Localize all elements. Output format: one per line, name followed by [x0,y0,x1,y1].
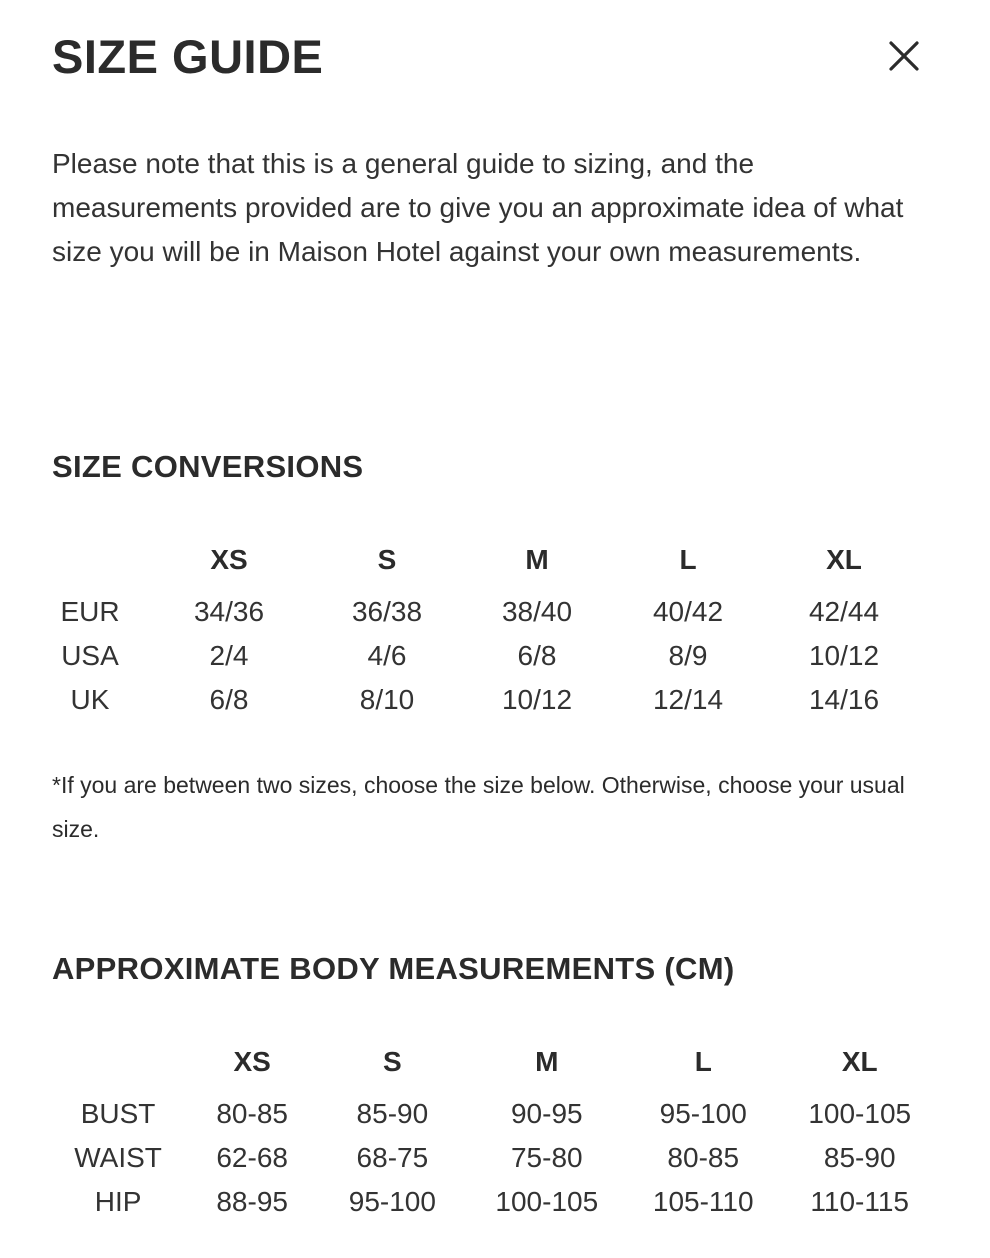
column-header-l: L [694,1046,712,1077]
table-cell: 10/12 [808,640,880,671]
size-footnote: *If you are between two sizes, choose the size below. Otherwise, choose your usual size. [52,772,905,842]
table-row [40,590,930,634]
table-row [50,1092,940,1136]
column-header-xl: XL [826,544,862,575]
table-header-row [40,530,930,590]
table-cell: 40/42 [652,596,724,627]
table-row [50,1136,940,1180]
row-label-header [40,530,140,590]
column-header-l: L [679,544,697,575]
column-header-xl: XL [841,1046,878,1077]
table-cell: 105-110 [652,1186,754,1217]
table-cell: 38/40 [501,596,573,627]
size-conversions-table [40,530,930,722]
row-label: USA [61,640,119,671]
table-header-row [50,1032,940,1092]
table-cell: 36/38 [351,596,423,627]
column-header-s: S [377,544,397,575]
table-cell: 110-115 [810,1186,910,1217]
row-label: UK [70,684,110,715]
table-cell: 80-85 [216,1098,288,1129]
table-cell: 42/44 [808,596,880,627]
body-measurements-table [50,1032,940,1224]
table-cell: 12/14 [652,684,724,715]
table-cell: 95-100 [348,1186,436,1217]
table-cell: 2/4 [209,640,249,671]
column-header-m: M [525,544,549,575]
table-cell: 6/8 [209,684,249,715]
table-cell: 62-68 [216,1142,288,1173]
row-label: WAIST [74,1142,162,1173]
table-cell: 14/16 [808,684,880,715]
close-icon [888,40,920,72]
table-cell: 6/8 [517,640,557,671]
row-label: BUST [80,1098,156,1129]
table-cell: 68-75 [356,1142,429,1173]
table-cell: 8/9 [668,640,708,671]
close-button[interactable] [880,32,928,80]
table-cell: 90-95 [510,1098,583,1129]
column-header-s: S [383,1046,402,1077]
row-label: EUR [60,596,120,627]
table-row [40,634,930,678]
page-title: SIZE GUIDE [52,30,324,83]
column-header-xs: XS [210,544,248,575]
table-cell: 88-95 [216,1186,288,1217]
table-cell: 8/10 [359,684,415,715]
table-cell: 100-105 [808,1098,912,1129]
row-label: HIP [94,1186,142,1217]
table-cell: 100-105 [495,1186,599,1217]
table-cell: 10/12 [501,684,573,715]
intro-text: Please note that this is a general guide to sizing, and the measurements provided are to give you an approximate idea of what size you will be in Maison Hotel against your own measurements. [52,148,904,267]
table-cell: 85-90 [823,1142,896,1173]
table-cell: 95-100 [659,1098,747,1129]
size-conversions-heading: SIZE CONVERSIONS [52,449,364,484]
table-row [50,1180,940,1224]
table-row [40,678,930,722]
table-cell: 34/36 [193,596,265,627]
column-header-m: M [535,1046,559,1077]
column-header-xs: XS [233,1046,271,1077]
table-cell: 85-90 [356,1098,429,1129]
table-cell: 4/6 [367,640,407,671]
body-measurements-heading: APPROXIMATE BODY MEASUREMENTS (CM) [52,951,735,986]
table-cell: 80-85 [667,1142,740,1173]
row-label-header [50,1032,186,1092]
table-cell: 75-80 [510,1142,583,1173]
